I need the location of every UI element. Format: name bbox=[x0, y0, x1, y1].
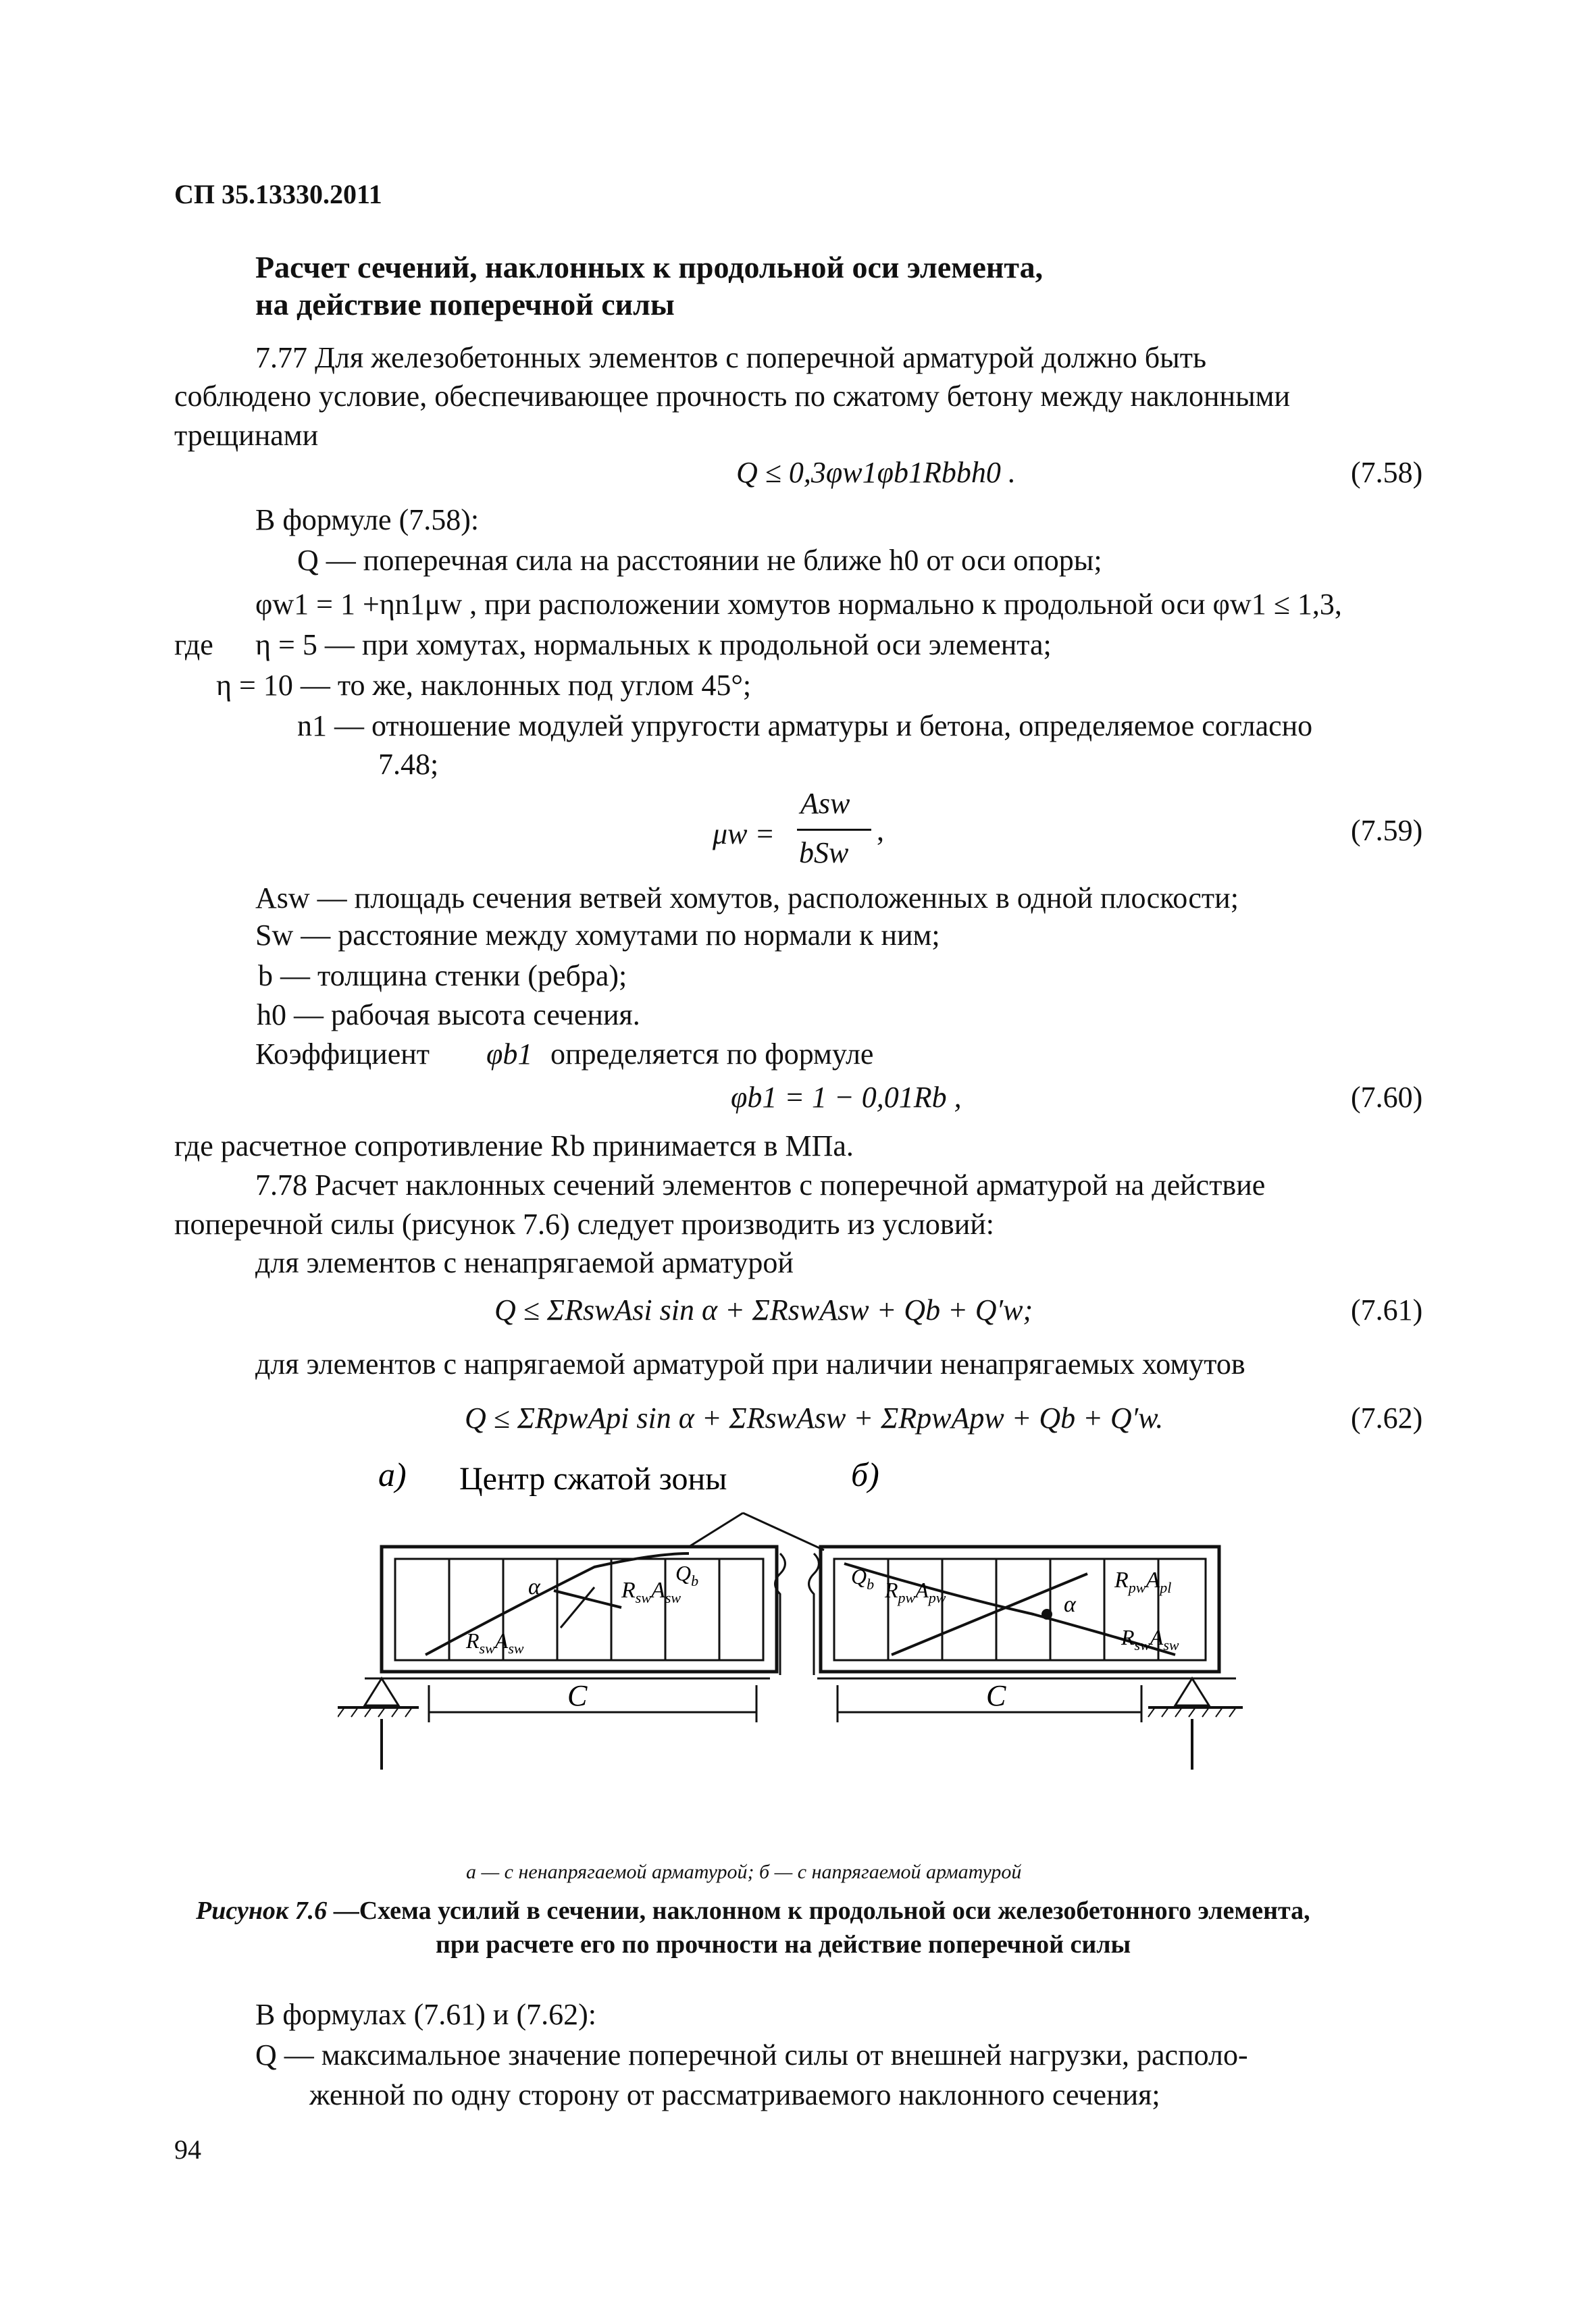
figure-label-a: а) bbox=[378, 1456, 407, 1493]
figure-caption-text: —Схема усилий в сечении, наклонном к продольной оси железобетонного элемента, bbox=[327, 1897, 1310, 1925]
section-title-line2: на действие поперечной силы bbox=[255, 287, 675, 322]
formula-7-60-number: (7.60) bbox=[1351, 1081, 1423, 1114]
figure-caption-line1 bbox=[196, 1897, 1310, 1926]
svg-text:RpwApw: $R_{pw}A_{pw}$ bbox=[885, 1578, 946, 1606]
figure-caption-line2: при расчете его по прочности на действие поперечной силы bbox=[436, 1930, 1131, 1959]
para-778-line3: для элементов с ненапрягаемой арматурой bbox=[255, 1246, 794, 1279]
figure-7-6-diagram bbox=[338, 1452, 1283, 1851]
where-759-b: b — толщина стенки (ребра); bbox=[258, 959, 627, 992]
after-intro: В формулах (7.61) и (7.62): bbox=[255, 1998, 596, 2031]
formula-7-58: Q ≤ 0,3φw1φb1Rbbh0 . bbox=[736, 456, 1016, 489]
where-758-intro: В формуле (7.58): bbox=[255, 503, 480, 536]
coef-text-a: Коэффициент bbox=[255, 1037, 430, 1071]
coef-text-b: φb1 bbox=[486, 1037, 533, 1071]
dimension-c-right bbox=[838, 1679, 1141, 1722]
section-title-line1: Расчет сечений, наклонных к продольной оси элемента, bbox=[255, 250, 1044, 284]
support-left bbox=[338, 1678, 419, 1770]
where-758-q: Q — поперечная сила на расстоянии не ближе h0 от оси опоры; bbox=[297, 544, 1102, 577]
c-label-right: C bbox=[986, 1679, 1006, 1712]
formula-7-60: φb1 = 1 − 0,01Rb , bbox=[731, 1081, 962, 1114]
dimension-c-left bbox=[429, 1679, 756, 1722]
formula-7-59-lhs: μw = bbox=[713, 817, 775, 850]
where-758-n1-line2: 7.48; bbox=[378, 748, 439, 781]
svg-text:RswAsw: $R_{sw}A_{sw}$ bbox=[1121, 1625, 1179, 1653]
break-marks bbox=[775, 1553, 819, 1675]
figure-caption-prefix: Рисунок 7.6 bbox=[196, 1897, 328, 1925]
para-778-line2: поперечной силы (рисунок 7.6) следует производить из условий: bbox=[174, 1208, 995, 1241]
page-number: 94 bbox=[174, 2134, 201, 2165]
document-code: СП 35.13330.2011 bbox=[174, 179, 382, 209]
para-778-line1: 7.78 Расчет наклонных сечений элементов с поперечной арматурой на действие bbox=[255, 1168, 1266, 1202]
where-758-eta5: η = 5 — при хомутах, нормальных к продольной оси элемента; bbox=[255, 628, 1052, 661]
formula-7-58-number: (7.58) bbox=[1351, 456, 1423, 489]
svg-text:RswAsw: $R_{sw}A_{sw}$ bbox=[466, 1628, 524, 1657]
formula-7-59-denominator: bSw bbox=[799, 836, 849, 869]
c-label-left: C bbox=[567, 1679, 588, 1712]
para-777-line1: 7.77 Для железобетонных элементов с поперечной арматурой должно быть bbox=[255, 341, 1207, 374]
figure-label-b: б) bbox=[851, 1456, 879, 1493]
after-q-line1: Q — максимальное значение поперечной силы от внешней нагрузки, располо- bbox=[255, 2038, 1248, 2072]
formula-7-61-number: (7.61) bbox=[1351, 1293, 1423, 1327]
center-leader-line bbox=[689, 1513, 824, 1550]
figure-center-label: Центр сжатой зоны bbox=[459, 1461, 727, 1497]
formula-7-62-number: (7.62) bbox=[1351, 1402, 1423, 1435]
formula-7-59-comma: , bbox=[877, 814, 884, 847]
formula-7-61: Q ≤ ΣRswAsi sin α + ΣRswAsw + Qb + Q′w; bbox=[494, 1293, 1033, 1327]
formula-7-59-numerator: Asw bbox=[800, 787, 850, 820]
where-759-h0: h0 — рабочая высота сечения. bbox=[257, 998, 640, 1031]
prestressed-intro: для элементов с напрягаемой арматурой при наличии ненапрягаемых хомутов bbox=[255, 1347, 1245, 1381]
para-777-line3: трещинами bbox=[174, 419, 319, 452]
formula-7-59-number: (7.59) bbox=[1351, 814, 1423, 847]
svg-text:RpwApl: $R_{pw}A_{pl}$ bbox=[1114, 1568, 1172, 1596]
support-right bbox=[1148, 1678, 1243, 1770]
where-label: где bbox=[174, 628, 213, 661]
beam-left bbox=[365, 1547, 777, 1678]
svg-text:Qb: $Q_b$ bbox=[851, 1564, 875, 1593]
after-q-line2: женной по одну сторону от рассматриваемого наклонного сечения; bbox=[309, 2078, 1160, 2111]
para-777-line2: соблюдено условие, обеспечивающее прочность по сжатому бетону между наклонными bbox=[174, 380, 1291, 413]
where-759-asw: Asw — площадь сечения ветвей хомутов, расположенных в одной плоскости; bbox=[255, 881, 1239, 915]
alpha-label-left: α bbox=[528, 1574, 540, 1599]
fraction-bar bbox=[797, 829, 871, 831]
where-758-eta10: η = 10 — то же, наклонных под углом 45°; bbox=[216, 669, 752, 702]
svg-text:Qb: $Q_b$ bbox=[675, 1561, 699, 1589]
figure-subcaption: а — с ненапрягаемой арматурой; б — с напрягаемой арматурой bbox=[466, 1861, 1022, 1883]
svg-text:RswAsw: $R_{sw}A_{sw}$ bbox=[621, 1578, 681, 1606]
beam-right bbox=[817, 1547, 1236, 1678]
where-758-n1-line1: n1 — отношение модулей упругости арматуры и бетона, определяемое согласно bbox=[297, 709, 1313, 742]
formula-7-62: Q ≤ ΣRpwApi sin α + ΣRswAsw + ΣRpwApw + Qb + Q′w. bbox=[465, 1402, 1164, 1435]
alpha-label-right: α bbox=[1064, 1592, 1076, 1617]
rb-note: где расчетное сопротивление Rb принимается в МПа. bbox=[174, 1129, 854, 1162]
where-759-sw: Sw — расстояние между хомутами по нормали к ним; bbox=[255, 919, 940, 952]
where-758-phi: φw1 = 1 +ηn1μw , при расположении хомутов нормально к продольной оси φw1 ≤ 1,3, bbox=[255, 588, 1342, 621]
coef-text-c: определяется по формуле bbox=[550, 1037, 874, 1071]
